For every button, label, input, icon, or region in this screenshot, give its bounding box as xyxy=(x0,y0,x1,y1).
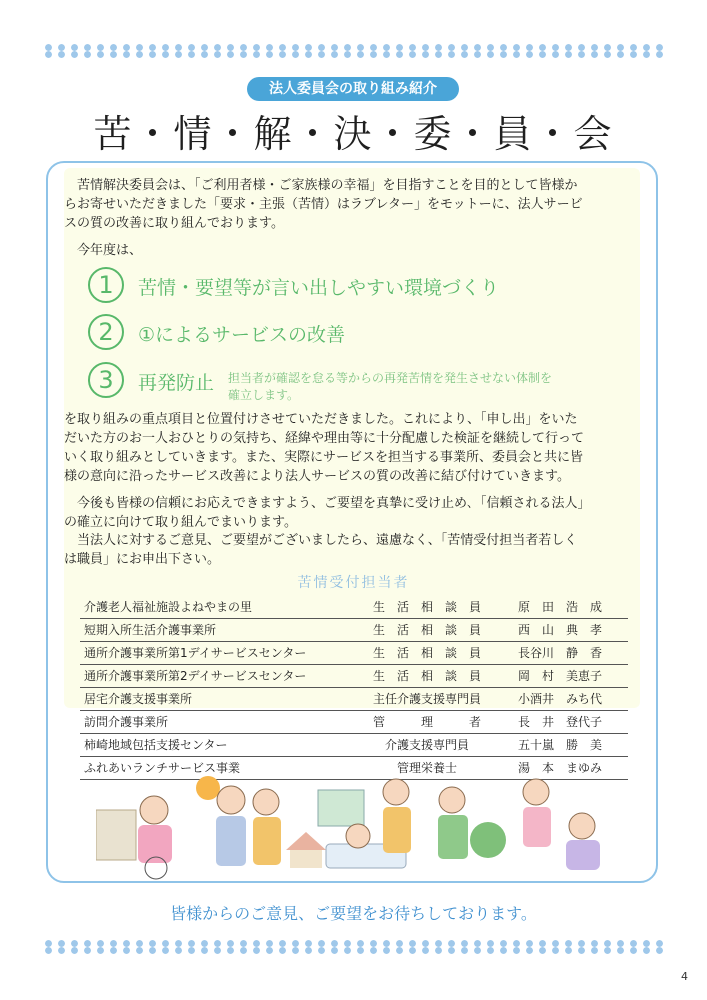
name-cell: 西 山 典 孝 xyxy=(518,623,603,637)
role-cell: 主任介護支援専門員 xyxy=(372,692,481,706)
building-icon xyxy=(96,810,136,860)
table-row xyxy=(80,665,628,688)
goal-note-3 xyxy=(228,370,628,404)
house-icon xyxy=(286,832,326,850)
name-cell: 湯 本 まゆみ xyxy=(518,761,603,775)
exercising-body-icon xyxy=(438,815,468,859)
goal-note-line-2: 確立します。 xyxy=(228,388,300,402)
goal-number-3: 3 xyxy=(88,362,124,398)
role-cell: 生 活 相 談 員 xyxy=(372,600,481,614)
person-icon xyxy=(140,796,168,824)
name-cell: 長谷川 静 香 xyxy=(518,646,603,660)
exercising-elder-icon xyxy=(439,787,465,813)
facility-cell: 介護老人福祉施設よねやまの里 xyxy=(84,600,253,614)
role-cell: 生 活 相 談 員 xyxy=(372,623,481,637)
section-badge: 法人委員会の取り組み紹介 xyxy=(247,77,459,101)
caregiver-body-icon xyxy=(253,817,281,865)
body-p1-line-4: 様の意向に沿ったサービス改善により法人サービスの質の改善に結び付けていきます。 xyxy=(64,469,570,484)
body-p1-line-1: を取り組みの重点項目と位置付けさせていただきました。これにより、「申し出」をいた xyxy=(64,412,578,427)
facility-cell: 訪問介護事業所 xyxy=(84,715,169,729)
goal-number-1: 1 xyxy=(88,267,124,303)
table-row xyxy=(80,734,628,757)
house-body-icon xyxy=(290,850,322,868)
dotted-border-top xyxy=(42,44,665,58)
sun-icon xyxy=(196,776,220,800)
tree-icon xyxy=(470,822,506,858)
facility-cell: 通所介護事業所第2デイサービスセンター xyxy=(84,669,307,683)
dotted-border-bottom xyxy=(42,940,665,954)
window-icon xyxy=(318,790,364,826)
body-p1-line-2: だいた方のお一人おひとりの気持ち、経緯や理由等に十分配慮した検証を継続して行って xyxy=(64,431,585,446)
helper-body-icon xyxy=(523,807,551,847)
resident-body-icon xyxy=(566,840,600,870)
name-cell: 岡 村 美恵子 xyxy=(518,669,603,683)
goal-note-line-1: 担当者が確認を怠る等からの再発苦情を発生させない体制を xyxy=(228,371,553,385)
name-cell: 小酒井 みち代 xyxy=(518,692,603,706)
staff-table xyxy=(80,596,628,780)
body-paragraph-3 xyxy=(64,531,642,569)
role-cell: 生 活 相 談 員 xyxy=(372,669,481,683)
intro-line-1: 苦情解決委員会は、「ご利用者様・ご家族様の幸福」を目指すことを目的として皆様か xyxy=(77,178,578,193)
page-title: 苦・情・解・決・委・員・会 xyxy=(93,112,614,156)
facility-cell: 通所介護事業所第1デイサービスセンター xyxy=(84,646,307,660)
body-p3-line-2: は職員」にお申出下さい。 xyxy=(64,552,221,567)
facility-cell: 短期入所生活介護事業所 xyxy=(84,623,217,637)
caregivers-illustration xyxy=(96,770,616,880)
role-cell: 生 活 相 談 員 xyxy=(372,646,481,660)
body-p1-line-3: いく取り組みとしていきます。また、実際にサービスを担当する事業所、委員会と共に皆 xyxy=(64,450,583,465)
role-cell: 管理栄養士 xyxy=(396,761,457,775)
name-cell: 五十嵐 勝 美 xyxy=(518,738,603,752)
goal-number-2: 2 xyxy=(88,314,124,350)
role-cell: 管 理 者 xyxy=(372,715,481,729)
role-cell: 介護支援専門員 xyxy=(384,738,469,752)
table-row xyxy=(80,642,628,665)
goal-text-2: ①によるサービスの改善 xyxy=(138,324,346,346)
body-p2-line-2: の確立に向けて取り組んでまいります。 xyxy=(64,515,297,530)
nurse-icon xyxy=(383,779,409,805)
this-year-text: 今年度は、 xyxy=(77,243,143,258)
goal-text-1: 苦情・要望等が言い出しやすい環境づくり xyxy=(138,277,500,299)
name-cell: 原 田 浩 成 xyxy=(518,600,603,614)
intro-line-3: スの質の改善に取り組んでおります。 xyxy=(64,216,284,231)
patient-icon xyxy=(346,824,370,848)
goal-text-3: 再発防止 xyxy=(138,372,215,394)
body-p3-line-1: 当法人に対するご意見、ご要望がございましたら、遠慮なく、「苦情受付担当者若しく xyxy=(77,533,578,548)
resident-icon xyxy=(569,813,595,839)
body-paragraph-2 xyxy=(64,494,642,532)
name-cell: 長 井 登代子 xyxy=(518,715,603,729)
nurse-body-icon xyxy=(383,807,411,853)
caregiver-icon xyxy=(253,789,279,815)
body-p2-line-1: 今後も皆様の信頼にお応えできますよう、ご要望を真摯に受け止め､「信頼される法人」 xyxy=(77,496,591,511)
facility-cell: 柿崎地域包括支援センター xyxy=(84,738,228,752)
elder-icon xyxy=(217,786,245,814)
facility-cell: ふれあいランチサービス事業 xyxy=(84,761,241,775)
elder-body-icon xyxy=(216,816,246,866)
table-row xyxy=(80,596,628,619)
intro-line-2: らお寄せいただきました「要求・主張（苦情）はラブレター」をモットーに、法人サービ xyxy=(64,197,583,212)
intro-paragraph xyxy=(64,176,642,233)
staff-table-title: 苦情受付担当者 xyxy=(297,575,410,591)
table-row xyxy=(80,619,628,642)
table-row xyxy=(80,688,628,711)
table-row xyxy=(80,711,628,734)
helper-icon xyxy=(523,779,549,805)
body-paragraph-1 xyxy=(64,410,642,486)
page-number: 4 xyxy=(681,970,688,983)
facility-cell: 居宅介護支援事業所 xyxy=(84,692,193,706)
footer-message: 皆様からのご意見、ご要望をお待ちしております。 xyxy=(170,904,537,923)
